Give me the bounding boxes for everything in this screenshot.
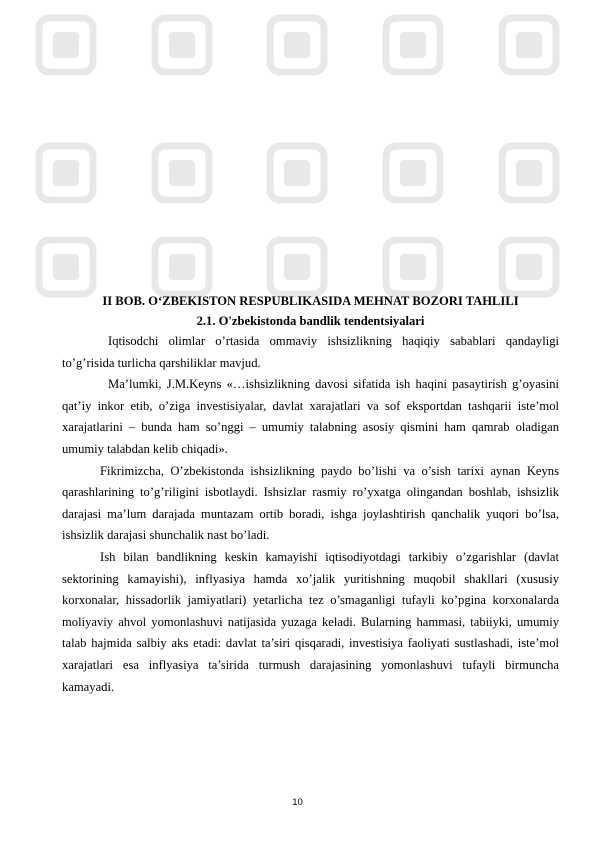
document-watermark-icon <box>378 138 448 208</box>
paragraph: Ish bilan bandlikning keskin kamayishi iqtisodiyotdagi tarkibiy o’zgarishlar (davlat sektorining kamayishi), inflyasiya hamda xo’jalik yuritishning muqobil shakllari (xususiy korxonalar, hissadorlik jamiyatlari) yetarlicha tez o’smaganligi tufayli ko’pgina korxonalarda moliyaviy ahvol yomonlashuvi natijasida yuzaga keladi. Bularning hammasi, tabiiyki, umumiy talab hajmida salbiy aks etadi: davlat ta’siri qisqaradi, investisiya faoliyati sustlashadi, iste’mol xarajatlari esa inflyasiya ta’sirida turmush darajasining yomonlashuvi tufayli birmuncha kamayadi. <box>62 549 559 694</box>
document-watermark-icon <box>31 138 101 208</box>
document-watermark-icon <box>262 138 332 208</box>
page-number: 10 <box>292 797 303 808</box>
document-body <box>62 292 559 698</box>
document-watermark-icon <box>147 10 217 80</box>
document-watermark-icon <box>31 10 101 80</box>
paragraph: Fikrimizcha, O’zbekistonda ishsizlikning paydo bo’lishi va o’sish tarixi aynan Keyns qarashlarining to’g’riligini isbotlaydi. Ishsizlar rasmiy ro’yxatga olingandan boshlab, ishsizlik darajasi ma’lum darajada muntazam ortib boradi, ishga joylashtirish qanchalik yuqori bo’lsa, ishsizlik darajasi shunchalik nast bo’ladi. <box>62 463 559 543</box>
document-watermark-icon <box>494 10 564 80</box>
document-watermark-icon <box>147 138 217 208</box>
chapter-title: II BOB. O‘ZBEKISTON RESPUBLIKASIDA MEHNAT BOZORI TAHLILI <box>102 294 519 308</box>
paragraph: Ma’lumki, J.M.Keyns «…ishsizlikning davosi sifatida ish haqini pasaytirish g’oyasini qat’iy inkor etib, o’ziga investisiyalar, davlat xarajatlari va sof eksportdan tashqarii iste’mol xarajatlarini – bunda ham so’nggi – umumiy talabning asosiy qismini ham qamrab oladigan umumiy talabdan kelib chiqadi». <box>62 377 559 456</box>
watermark-row <box>0 10 595 80</box>
document-watermark-icon <box>378 10 448 80</box>
document-watermark-icon <box>262 10 332 80</box>
section-title: 2.1. O'zbekistonda bandlik tendentsiyalari <box>196 314 425 328</box>
watermark-row <box>0 138 595 208</box>
document-watermark-icon <box>494 138 564 208</box>
paragraph: Iqtisodchi olimlar o’rtasida ommaviy ishsizlikning haqiqiy sabablari qandayligi to’g’risida turlicha qarshiliklar mavjud. <box>62 334 559 370</box>
